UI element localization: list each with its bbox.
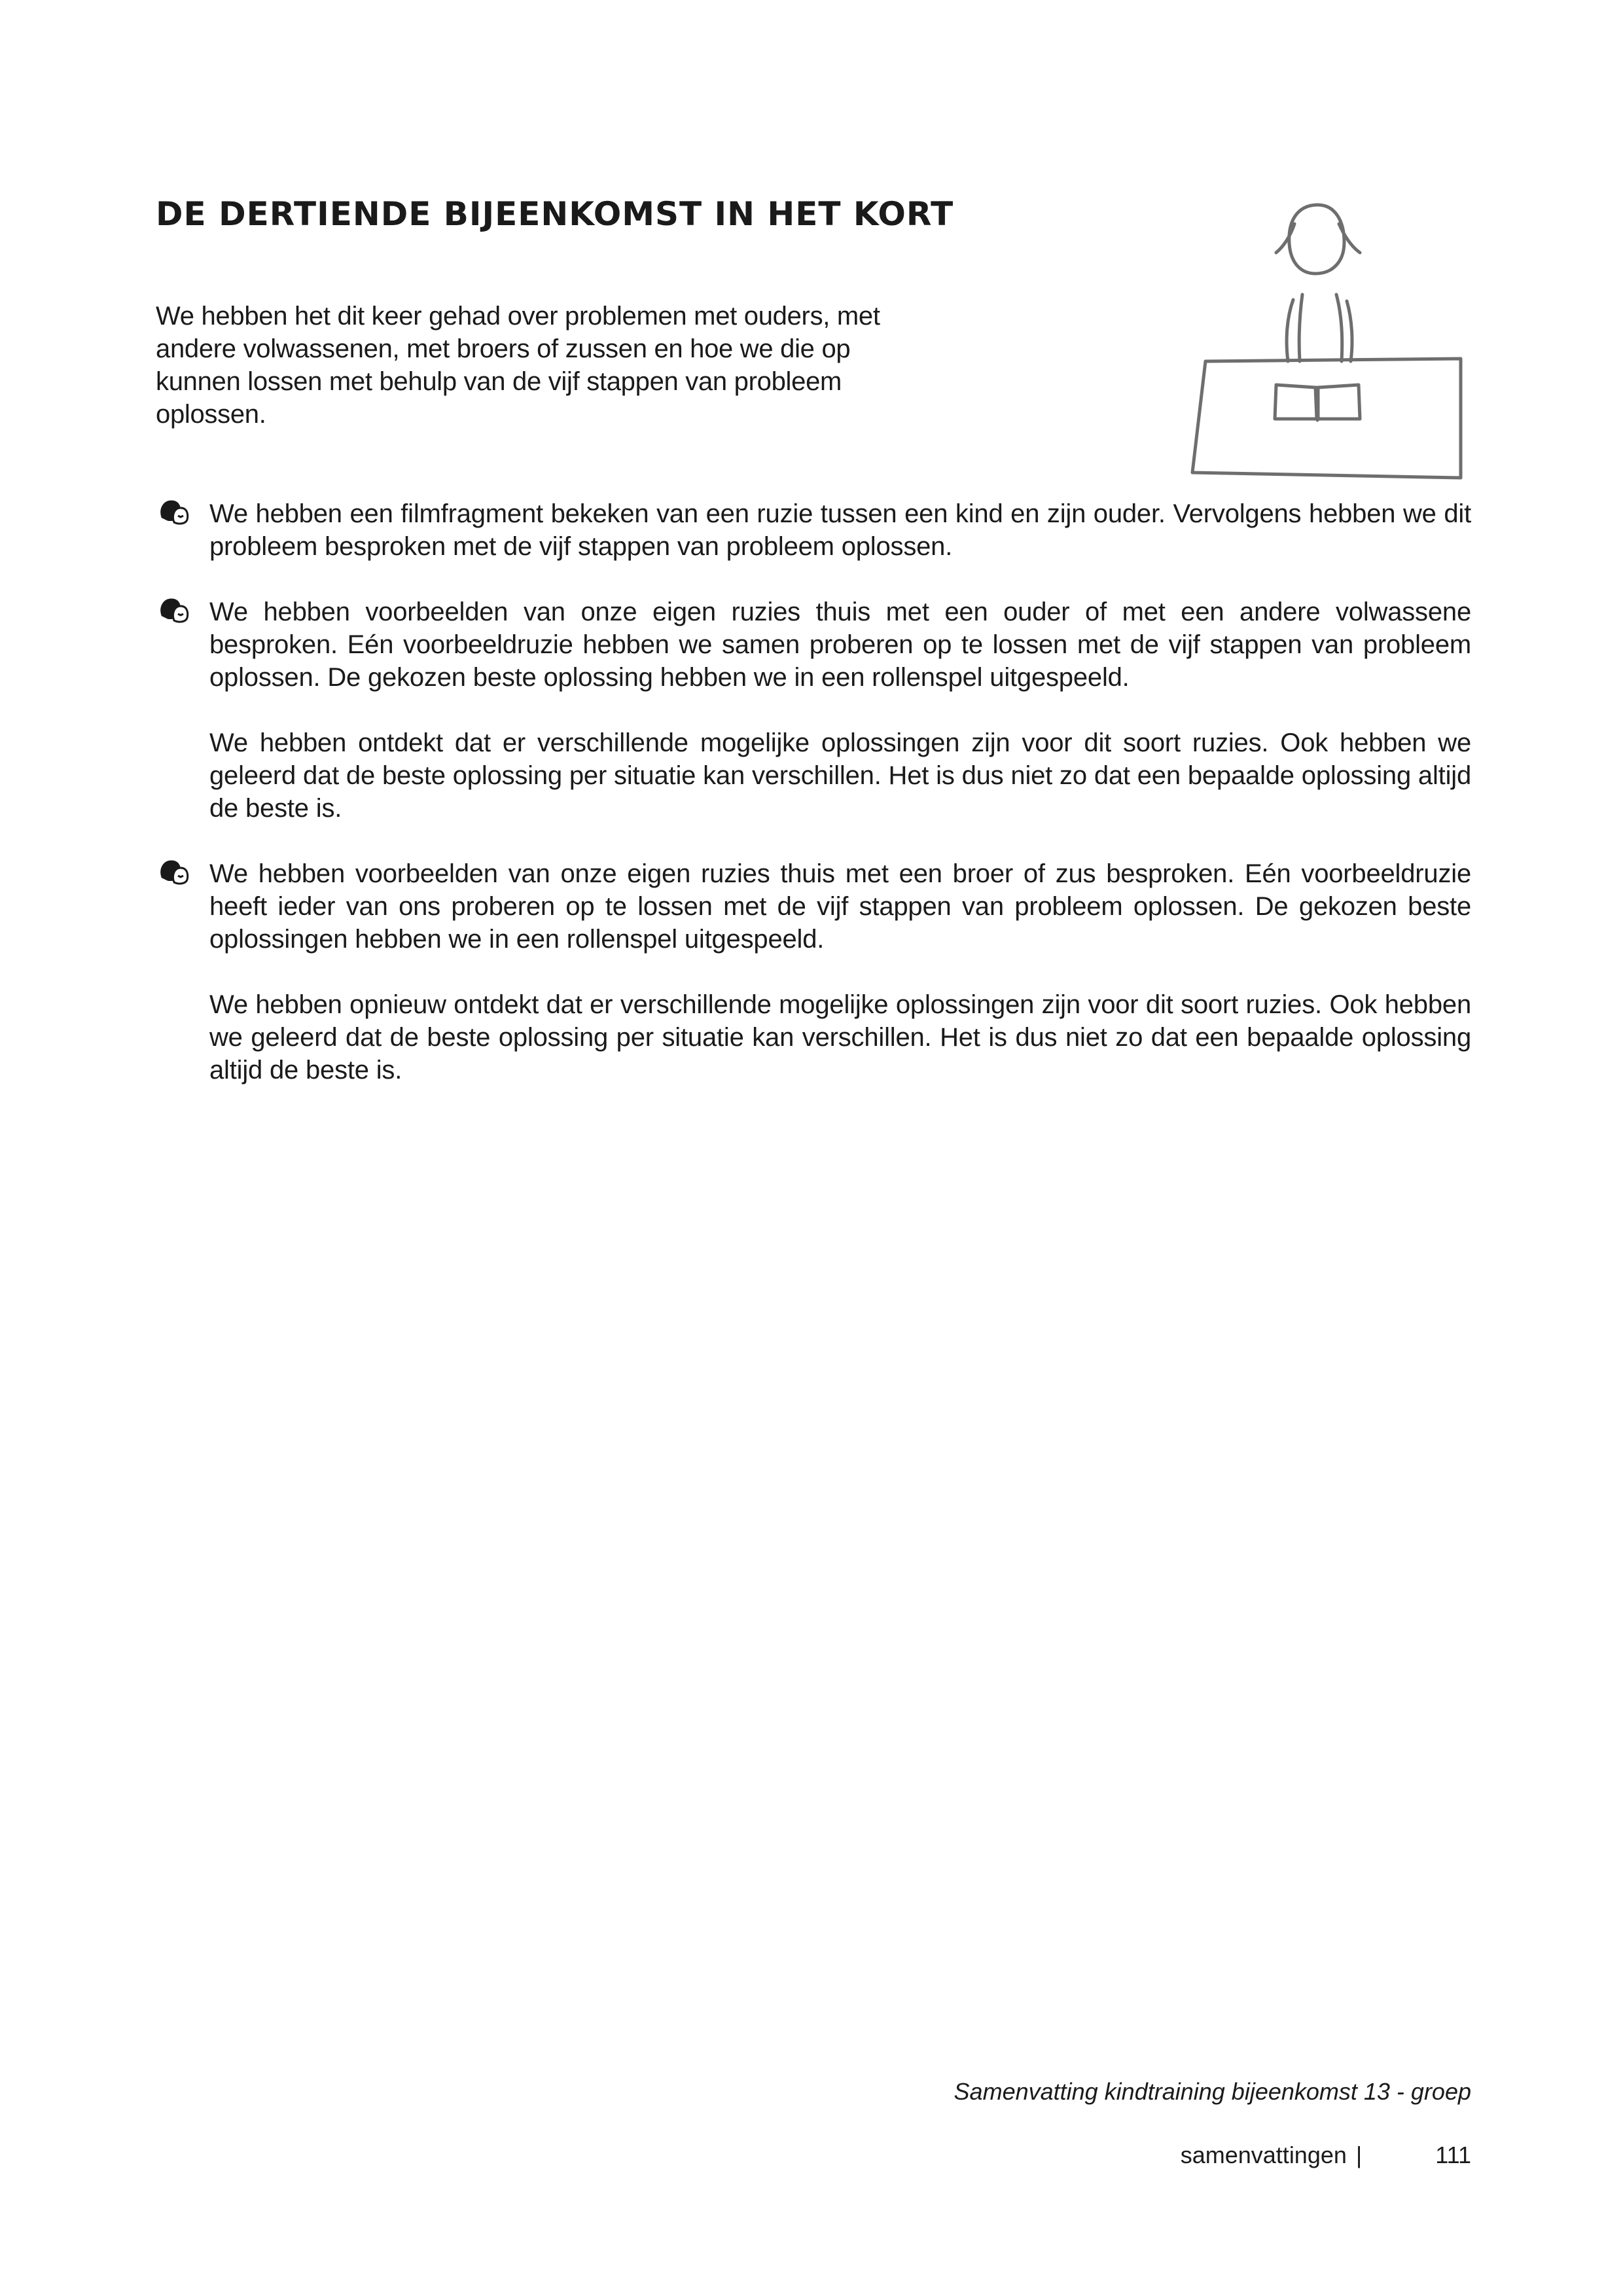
child-reading-icon	[1178, 190, 1472, 484]
two-children-faces-icon	[158, 596, 190, 624]
bullet-item	[156, 497, 1471, 563]
footer-separator: |	[1355, 2142, 1363, 2168]
bullet-list	[156, 497, 1471, 1119]
footer-section: samenvattingen	[1180, 2142, 1347, 2168]
bullet-item	[156, 857, 1471, 1086]
bullet-paragraph: We hebben voorbeelden van onze eigen ruzies thuis met een ouder of met een andere volwassene besproken. Eén voorbeeldruzie hebben we samen proberen op te lossen met de vijf stappen van probleem oplossen. De gekozen beste oplossing hebben we in een rollenspel uitgespeeld.	[209, 598, 1471, 692]
two-children-faces-icon	[158, 497, 190, 526]
page-footer	[1181, 2142, 1471, 2169]
footer-caption: Samenvatting kindtraining bijeenkomst 13 - groep	[954, 2078, 1471, 2105]
bullet-paragraph: We hebben een filmfragment bekeken van een ruzie tussen een kind en zijn ouder. Vervolgens hebben we dit probleem besproken met de vijf stappen van probleem oplossen.	[209, 499, 1471, 561]
page-title: DE DERTIENDE BIJEENKOMST IN HET KORT	[156, 195, 954, 233]
bullet-item	[156, 596, 1471, 825]
bullet-paragraph: We hebben ontdekt dat er verschillende mogelijke oplossingen zijn voor dit soort ruzies. Ook hebben we geleerd dat de beste oplossing per situatie kan verschillen. Het is dus niet zo dat een bepaalde oplossing altijd de beste is.	[209, 728, 1471, 823]
intro-paragraph: We hebben het dit keer gehad over problemen met ouders, met andere volwassenen, met broers of zussen en hoe we die op kunnen lossen met behulp van de vijf stappen van probleem oplossen.	[156, 302, 880, 429]
bullet-paragraph: We hebben voorbeelden van onze eigen ruzies thuis met een broer of zus besproken. Eén voorbeeldruzie heeft ieder van ons proberen op te lossen met de vijf stappen van probleem oplossen. De gekozen beste oplossingen hebben we in een rollenspel uitgespeeld.	[209, 859, 1471, 954]
page-number: 111	[1435, 2142, 1471, 2168]
bullet-paragraph: We hebben opnieuw ontdekt dat er verschillende mogelijke oplossingen zijn voor dit soort ruzies. Ook hebben we geleerd dat de beste oplossing per situatie kan verschillen. Het is dus niet zo dat een bepaalde oplossing altijd de beste is.	[209, 990, 1471, 1085]
child-at-table-illustration	[1178, 190, 1472, 484]
two-children-faces-icon	[158, 857, 190, 886]
